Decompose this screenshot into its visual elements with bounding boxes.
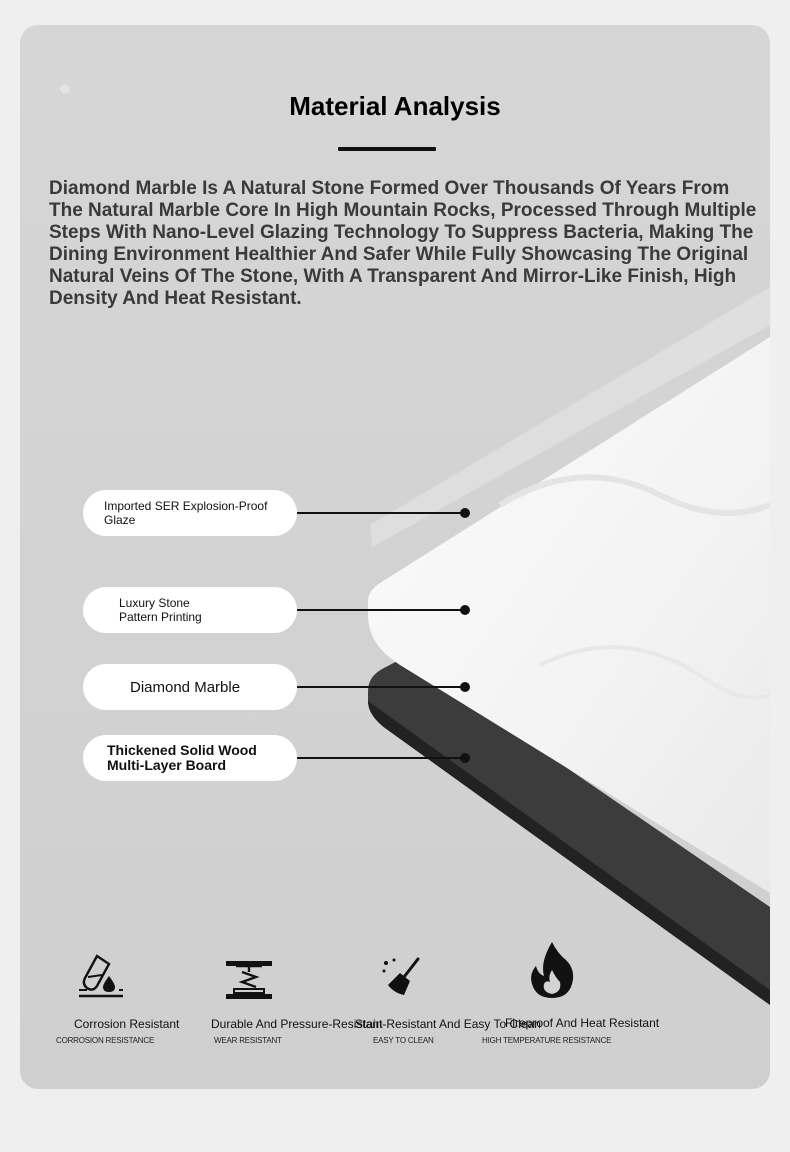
- feature-label: Durable And Pressure-Resistant: [211, 1017, 383, 1031]
- leader-line: [297, 757, 465, 759]
- layer-label: Imported SER Explosion-Proof Glaze: [104, 499, 268, 527]
- test-tube-drop-icon: [75, 950, 127, 1002]
- feature-sublabel: WEAR RESISTANT: [214, 1036, 282, 1045]
- title-underline: [338, 147, 436, 151]
- leader-line: [297, 686, 465, 688]
- feature-label: Corrosion Resistant: [74, 1017, 180, 1031]
- broom-icon: [378, 955, 424, 1001]
- layer-callout-wood: [83, 735, 297, 781]
- layer-label: Thickened Solid Wood Multi-Layer Board: [107, 742, 257, 773]
- press-icon: [222, 958, 276, 1000]
- feature-label: Stain-Resistant And Easy To Clean: [355, 1017, 541, 1031]
- leader-line: [297, 609, 465, 611]
- intro-paragraph: Diamond Marble Is A Natural Stone Formed Over Thousands Of Years From The Natural Marble Core In High Mountain Rocks, Processed Through Multiple Steps With Nano-Level Glazing Technology To Suppress Bacteria, Making The Dining Environment Healthier And Safer While Fully Showcasing The Original Natural Veins Of The Stone, With A Transparent And Mirror-Like Finish, High Density And Heat Resistant.: [49, 178, 757, 309]
- leader-dot: [460, 753, 470, 763]
- feature-sublabel: CORROSION RESISTANCE: [56, 1036, 155, 1045]
- layer-label: Diamond Marble: [130, 678, 241, 696]
- layer-callout-glaze: [83, 490, 297, 536]
- leader-dot: [460, 682, 470, 692]
- material-card: [20, 25, 770, 1089]
- feature-sublabel: HIGH TEMPERATURE RESISTANCE: [482, 1036, 612, 1045]
- feature-label: Fireproof And Heat Resistant: [505, 1016, 660, 1030]
- flame-icon: [526, 940, 578, 1000]
- watermark-logo: ●: [58, 75, 72, 100]
- page-title: Material Analysis: [289, 91, 501, 121]
- leader-line: [297, 512, 465, 514]
- layer-callout-marble: [83, 664, 297, 710]
- layer-label: Luxury Stone Pattern Printing: [119, 596, 202, 624]
- leader-dot: [460, 605, 470, 615]
- layer-callout-printing: [83, 587, 297, 633]
- leader-dot: [460, 508, 470, 518]
- feature-sublabel: EASY TO CLEAN: [373, 1036, 434, 1045]
